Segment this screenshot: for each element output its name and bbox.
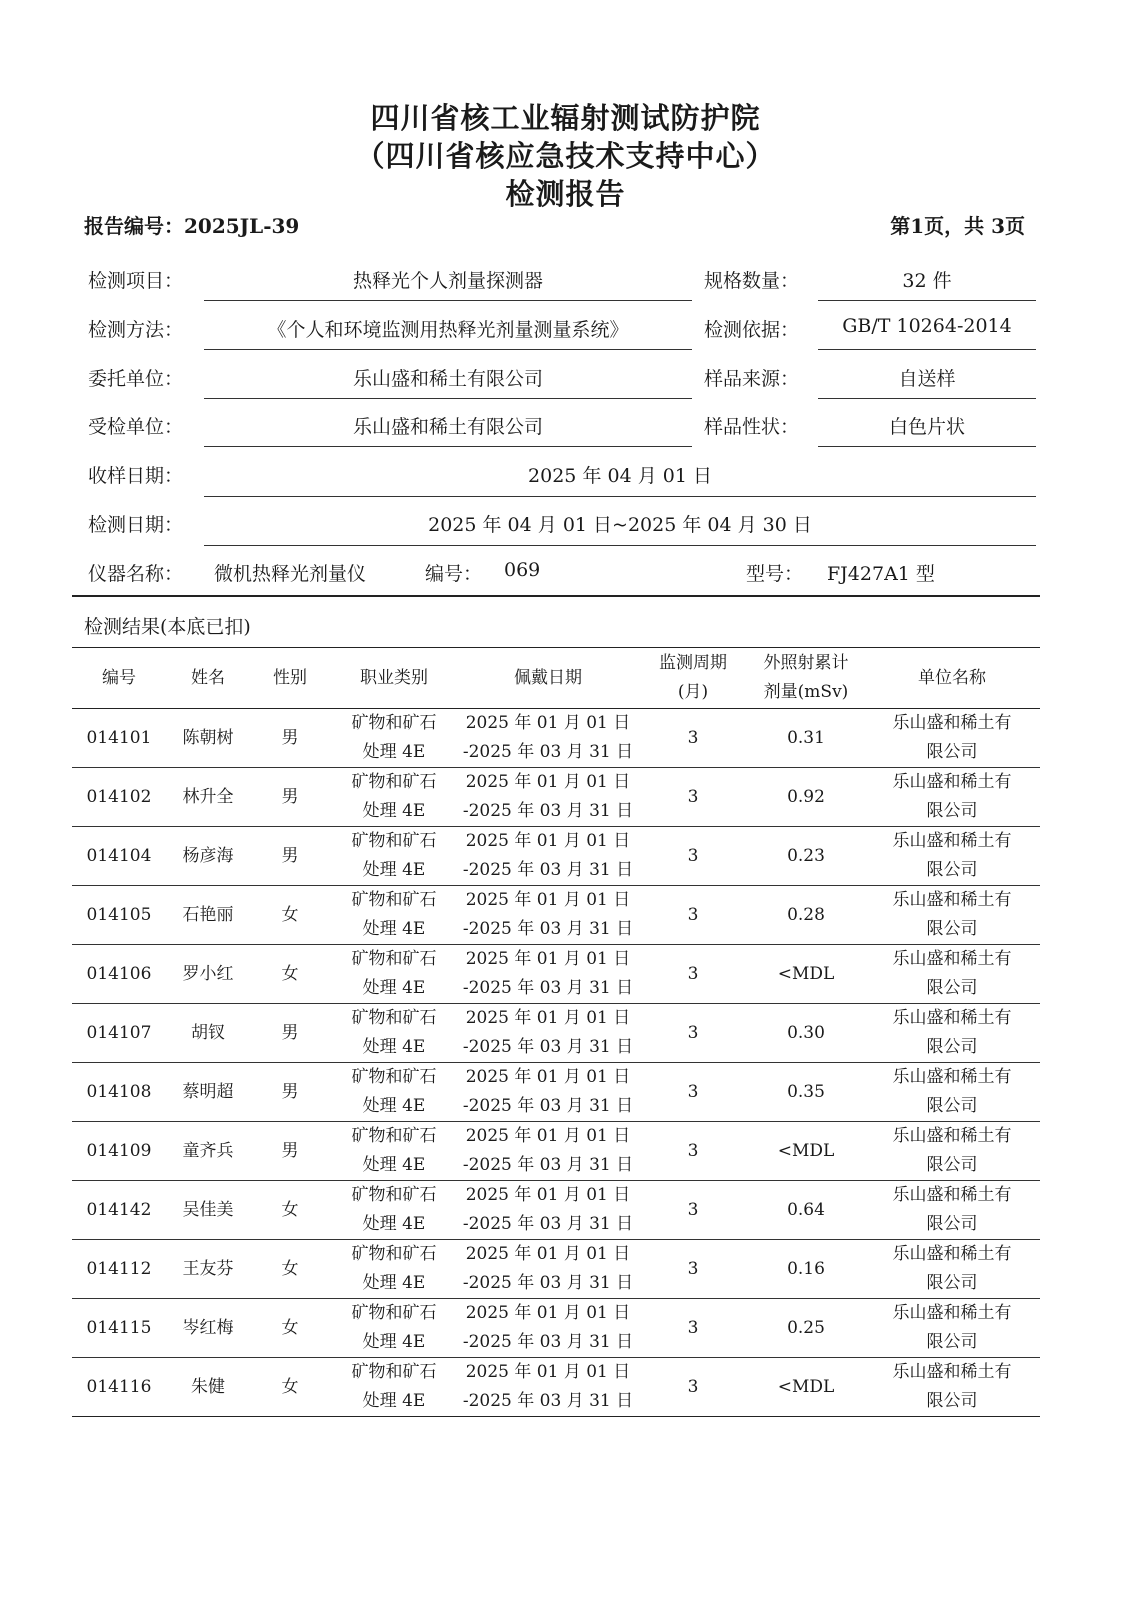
cell-period: 3 <box>638 1358 748 1417</box>
cell-gender: 女 <box>250 1299 330 1358</box>
cell-unit-line1: 乐山盛和稀土有 <box>892 1008 1012 1028</box>
results-title: 检测结果(本底已扣) <box>84 616 251 638</box>
spec-label: 规格数量： <box>704 270 800 292</box>
col-unit: 单位名称 <box>864 648 1040 709</box>
table-row <box>72 1299 1040 1358</box>
instrument-number-value: 069 <box>504 559 541 581</box>
cell-job-line1: 矿物和矿石 <box>351 713 437 733</box>
cell-wear-start: 2025 年 01 月 01 日 <box>465 1185 631 1205</box>
cell-job <box>330 1004 458 1063</box>
cell-unit-line1: 乐山盛和稀土有 <box>892 713 1012 733</box>
cell-dose: <MDL <box>748 945 864 1004</box>
cell-dose: 0.92 <box>748 768 864 827</box>
cell-period: 3 <box>638 709 748 768</box>
basis-value: GB/T 10264-2014 <box>842 315 1012 337</box>
cell-name: 罗小红 <box>166 945 250 1004</box>
cell-unit-line2: 限公司 <box>926 1214 978 1234</box>
table-row <box>72 1181 1040 1240</box>
basis-underline <box>818 349 1036 350</box>
cell-job <box>330 886 458 945</box>
cell-wear-date <box>458 709 638 768</box>
cell-job-line1: 矿物和矿石 <box>351 949 437 969</box>
cell-unit-line2: 限公司 <box>926 1037 978 1057</box>
model-value: FJ427A1 型 <box>827 563 935 585</box>
cell-wear-start: 2025 年 01 月 01 日 <box>465 1126 631 1146</box>
client-value: 乐山盛和稀土有限公司 <box>352 368 543 390</box>
cell-wear-end: -2025 年 03 月 31 日 <box>462 801 634 821</box>
table-row <box>72 1240 1040 1299</box>
cell-job <box>330 1181 458 1240</box>
cell-job <box>330 709 458 768</box>
receive-date-value: 2025 年 04 月 01 日 <box>528 465 712 487</box>
results-body <box>72 709 1040 1417</box>
table-row <box>72 1063 1040 1122</box>
cell-name: 岑红梅 <box>166 1299 250 1358</box>
item-label: 检测项目： <box>88 270 184 292</box>
cell-name: 童齐兵 <box>166 1122 250 1181</box>
page-info: 第1页，共 3页 <box>890 214 1025 238</box>
section-divider <box>72 595 1040 597</box>
cell-name: 林升全 <box>166 768 250 827</box>
source-underline <box>818 398 1036 399</box>
cell-job-line2: 处理 4E <box>362 1037 426 1057</box>
source-label: 样品来源： <box>704 368 800 390</box>
cell-dose: 0.31 <box>748 709 864 768</box>
table-row <box>72 1358 1040 1417</box>
cell-period: 3 <box>638 1063 748 1122</box>
cell-unit-line2: 限公司 <box>926 1332 978 1352</box>
cell-gender: 女 <box>250 945 330 1004</box>
col-wear-date: 佩戴日期 <box>458 648 638 709</box>
cell-job-line2: 处理 4E <box>362 1155 426 1175</box>
receive-date-underline <box>204 496 1036 497</box>
table-row <box>72 945 1040 1004</box>
cell-name: 朱健 <box>166 1358 250 1417</box>
cell-wear-start: 2025 年 01 月 01 日 <box>465 1303 631 1323</box>
spec-value: 32 件 <box>902 270 952 292</box>
cell-unit <box>864 1299 1040 1358</box>
cell-unit-line1: 乐山盛和稀土有 <box>892 1303 1012 1323</box>
shape-value: 白色片状 <box>888 416 965 438</box>
cell-job-line1: 矿物和矿石 <box>351 1185 437 1205</box>
cell-name: 石艳丽 <box>166 886 250 945</box>
cell-name: 吴佳美 <box>166 1181 250 1240</box>
cell-id: 014115 <box>72 1299 166 1358</box>
col-job: 职业类别 <box>330 648 458 709</box>
cell-period: 3 <box>638 886 748 945</box>
method-value: 《个人和环境监测用热释光剂量测量系统》 <box>267 319 629 341</box>
cell-unit <box>864 1004 1040 1063</box>
cell-period: 3 <box>638 768 748 827</box>
cell-id: 014112 <box>72 1240 166 1299</box>
cell-period: 3 <box>638 1299 748 1358</box>
cell-job-line2: 处理 4E <box>362 919 426 939</box>
cell-wear-date <box>458 1240 638 1299</box>
cell-dose: 0.23 <box>748 827 864 886</box>
cell-job-line1: 矿物和矿石 <box>351 1244 437 1264</box>
col-gender: 性别 <box>250 648 330 709</box>
item-underline <box>204 300 692 301</box>
cell-job-line1: 矿物和矿石 <box>351 1362 437 1382</box>
org-subname: （四川省核应急技术支持中心） <box>355 139 776 173</box>
cell-unit-line1: 乐山盛和稀土有 <box>892 949 1012 969</box>
cell-wear-start: 2025 年 01 月 01 日 <box>465 1244 631 1264</box>
cell-gender: 女 <box>250 886 330 945</box>
cell-job-line2: 处理 4E <box>362 1391 426 1411</box>
cell-wear-start: 2025 年 01 月 01 日 <box>465 831 631 851</box>
cell-wear-start: 2025 年 01 月 01 日 <box>465 772 631 792</box>
cell-unit <box>864 827 1040 886</box>
cell-job-line1: 矿物和矿石 <box>351 1067 437 1087</box>
cell-unit-line1: 乐山盛和稀土有 <box>892 1067 1012 1087</box>
report-number <box>84 210 299 239</box>
cell-id: 014108 <box>72 1063 166 1122</box>
cell-name: 王友芬 <box>166 1240 250 1299</box>
cell-period: 3 <box>638 1181 748 1240</box>
cell-dose: <MDL <box>748 1358 864 1417</box>
cell-wear-end: -2025 年 03 月 31 日 <box>462 1273 634 1293</box>
cell-id: 014142 <box>72 1181 166 1240</box>
cell-unit-line1: 乐山盛和稀土有 <box>892 1244 1012 1264</box>
cell-wear-date <box>458 886 638 945</box>
method-underline <box>204 349 692 350</box>
cell-job <box>330 1358 458 1417</box>
cell-job <box>330 1240 458 1299</box>
cell-id: 014104 <box>72 827 166 886</box>
item-value: 热释光个人剂量探测器 <box>352 270 543 292</box>
cell-name: 蔡明超 <box>166 1063 250 1122</box>
cell-job <box>330 1122 458 1181</box>
cell-unit <box>864 709 1040 768</box>
cell-dose: 0.30 <box>748 1004 864 1063</box>
report-number-label: 报告编号： <box>84 214 184 238</box>
receive-date-label: 收样日期： <box>88 465 184 487</box>
cell-job-line2: 处理 4E <box>362 1332 426 1352</box>
cell-unit-line1: 乐山盛和稀土有 <box>892 831 1012 851</box>
cell-gender: 男 <box>250 709 330 768</box>
test-date-label: 检测日期： <box>88 514 184 536</box>
cell-name: 杨彦海 <box>166 827 250 886</box>
cell-job <box>330 1299 458 1358</box>
cell-wear-start: 2025 年 01 月 01 日 <box>465 1067 631 1087</box>
cell-wear-date <box>458 1004 638 1063</box>
cell-gender: 女 <box>250 1240 330 1299</box>
cell-wear-end: -2025 年 03 月 31 日 <box>462 742 634 762</box>
cell-dose: 0.25 <box>748 1299 864 1358</box>
instrument-number-label: 编号： <box>425 563 483 585</box>
cell-wear-start: 2025 年 01 月 01 日 <box>465 890 631 910</box>
cell-wear-end: -2025 年 03 月 31 日 <box>462 860 634 880</box>
cell-wear-date <box>458 1063 638 1122</box>
cell-job <box>330 1063 458 1122</box>
cell-unit-line1: 乐山盛和稀土有 <box>892 1185 1012 1205</box>
cell-unit-line2: 限公司 <box>926 1155 978 1175</box>
model-label: 型号： <box>746 563 804 585</box>
cell-id: 014102 <box>72 768 166 827</box>
cell-job-line1: 矿物和矿石 <box>351 831 437 851</box>
cell-wear-date <box>458 1181 638 1240</box>
cell-name: 陈朝树 <box>166 709 250 768</box>
test-date-value: 2025 年 04 月 01 日~2025 年 04 月 30 日 <box>428 514 812 536</box>
col-period-line2: (月) <box>677 682 709 702</box>
cell-job-line2: 处理 4E <box>362 1214 426 1234</box>
cell-wear-start: 2025 年 01 月 01 日 <box>465 1362 631 1382</box>
cell-job <box>330 945 458 1004</box>
report-number-value: 2025JL-39 <box>184 214 300 238</box>
cell-gender: 男 <box>250 768 330 827</box>
client-underline <box>204 398 692 399</box>
cell-wear-end: -2025 年 03 月 31 日 <box>462 1096 634 1116</box>
client-label: 委托单位： <box>88 368 184 390</box>
cell-dose: 0.16 <box>748 1240 864 1299</box>
table-row <box>72 1122 1040 1181</box>
cell-name: 胡钗 <box>166 1004 250 1063</box>
cell-unit-line1: 乐山盛和稀土有 <box>892 1126 1012 1146</box>
cell-unit-line2: 限公司 <box>926 801 978 821</box>
cell-wear-end: -2025 年 03 月 31 日 <box>462 1037 634 1057</box>
cell-unit-line2: 限公司 <box>926 1096 978 1116</box>
table-row <box>72 709 1040 768</box>
cell-unit-line1: 乐山盛和稀土有 <box>892 890 1012 910</box>
cell-unit <box>864 1181 1040 1240</box>
method-label: 检测方法： <box>88 319 184 341</box>
basis-label: 检测依据： <box>704 319 800 341</box>
cell-id: 014105 <box>72 886 166 945</box>
cell-job-line2: 处理 4E <box>362 801 426 821</box>
cell-gender: 男 <box>250 827 330 886</box>
shape-label: 样品性状： <box>704 416 800 438</box>
table-row <box>72 827 1040 886</box>
cell-period: 3 <box>638 1240 748 1299</box>
cell-gender: 男 <box>250 1004 330 1063</box>
test-date-underline <box>204 545 1036 546</box>
cell-unit-line2: 限公司 <box>926 978 978 998</box>
cell-id: 014107 <box>72 1004 166 1063</box>
org-name: 四川省核工业辐射测试防护院 <box>370 101 761 135</box>
cell-gender: 女 <box>250 1358 330 1417</box>
cell-job-line2: 处理 4E <box>362 1096 426 1116</box>
cell-gender: 女 <box>250 1181 330 1240</box>
cell-id: 014116 <box>72 1358 166 1417</box>
col-dose-line2: 剂量(mSv) <box>763 682 849 702</box>
cell-gender: 男 <box>250 1122 330 1181</box>
cell-id: 014106 <box>72 945 166 1004</box>
cell-wear-date <box>458 768 638 827</box>
cell-dose: 0.64 <box>748 1181 864 1240</box>
cell-unit <box>864 1063 1040 1122</box>
cell-unit-line2: 限公司 <box>926 860 978 880</box>
cell-wear-end: -2025 年 03 月 31 日 <box>462 978 634 998</box>
table-header-row <box>72 648 1040 709</box>
col-dose-line1: 外照射累计 <box>763 653 849 673</box>
inspected-underline <box>204 446 692 447</box>
cell-unit-line2: 限公司 <box>926 1391 978 1411</box>
col-name: 姓名 <box>166 648 250 709</box>
instrument-value: 微机热释光剂量仪 <box>214 563 367 585</box>
cell-job-line1: 矿物和矿石 <box>351 772 437 792</box>
cell-wear-end: -2025 年 03 月 31 日 <box>462 1332 634 1352</box>
cell-unit <box>864 945 1040 1004</box>
cell-dose: <MDL <box>748 1122 864 1181</box>
cell-period: 3 <box>638 827 748 886</box>
cell-job-line1: 矿物和矿石 <box>351 890 437 910</box>
col-period <box>638 648 748 709</box>
cell-job <box>330 768 458 827</box>
cell-id: 014101 <box>72 709 166 768</box>
inspected-value: 乐山盛和稀土有限公司 <box>352 416 543 438</box>
source-value: 自送样 <box>898 368 956 390</box>
instrument-label: 仪器名称： <box>88 563 184 585</box>
cell-unit <box>864 1122 1040 1181</box>
cell-wear-end: -2025 年 03 月 31 日 <box>462 1214 634 1234</box>
cell-unit <box>864 1358 1040 1417</box>
cell-dose: 0.28 <box>748 886 864 945</box>
cell-job-line2: 处理 4E <box>362 742 426 762</box>
cell-wear-date <box>458 1299 638 1358</box>
cell-unit <box>864 768 1040 827</box>
cell-job-line1: 矿物和矿石 <box>351 1008 437 1028</box>
cell-wear-start: 2025 年 01 月 01 日 <box>465 949 631 969</box>
cell-unit-line2: 限公司 <box>926 919 978 939</box>
cell-job <box>330 827 458 886</box>
col-dose <box>748 648 864 709</box>
cell-wear-date <box>458 827 638 886</box>
cell-wear-end: -2025 年 03 月 31 日 <box>462 1391 634 1411</box>
cell-period: 3 <box>638 1004 748 1063</box>
cell-unit-line1: 乐山盛和稀土有 <box>892 772 1012 792</box>
cell-job-line1: 矿物和矿石 <box>351 1126 437 1146</box>
cell-period: 3 <box>638 945 748 1004</box>
cell-job-line1: 矿物和矿石 <box>351 1303 437 1323</box>
cell-job-line2: 处理 4E <box>362 978 426 998</box>
cell-unit-line2: 限公司 <box>926 742 978 762</box>
cell-dose: 0.35 <box>748 1063 864 1122</box>
cell-unit-line2: 限公司 <box>926 1273 978 1293</box>
table-row <box>72 768 1040 827</box>
table-row <box>72 1004 1040 1063</box>
table-row <box>72 886 1040 945</box>
cell-unit-line1: 乐山盛和稀土有 <box>892 1362 1012 1382</box>
cell-wear-end: -2025 年 03 月 31 日 <box>462 1155 634 1175</box>
cell-wear-date <box>458 1358 638 1417</box>
cell-id: 014109 <box>72 1122 166 1181</box>
cell-wear-start: 2025 年 01 月 01 日 <box>465 1008 631 1028</box>
spec-underline <box>818 300 1036 301</box>
cell-wear-end: -2025 年 03 月 31 日 <box>462 919 634 939</box>
cell-gender: 男 <box>250 1063 330 1122</box>
cell-job-line2: 处理 4E <box>362 1273 426 1293</box>
col-period-line1: 监测周期 <box>659 653 727 673</box>
inspected-label: 受检单位： <box>88 416 184 438</box>
cell-unit <box>864 886 1040 945</box>
results-table <box>72 647 1040 1417</box>
report-title: 检测报告 <box>505 177 626 211</box>
cell-wear-date <box>458 1122 638 1181</box>
cell-wear-start: 2025 年 01 月 01 日 <box>465 713 631 733</box>
col-id: 编号 <box>72 648 166 709</box>
cell-job-line2: 处理 4E <box>362 860 426 880</box>
cell-period: 3 <box>638 1122 748 1181</box>
cell-unit <box>864 1240 1040 1299</box>
shape-underline <box>818 446 1036 447</box>
cell-wear-date <box>458 945 638 1004</box>
